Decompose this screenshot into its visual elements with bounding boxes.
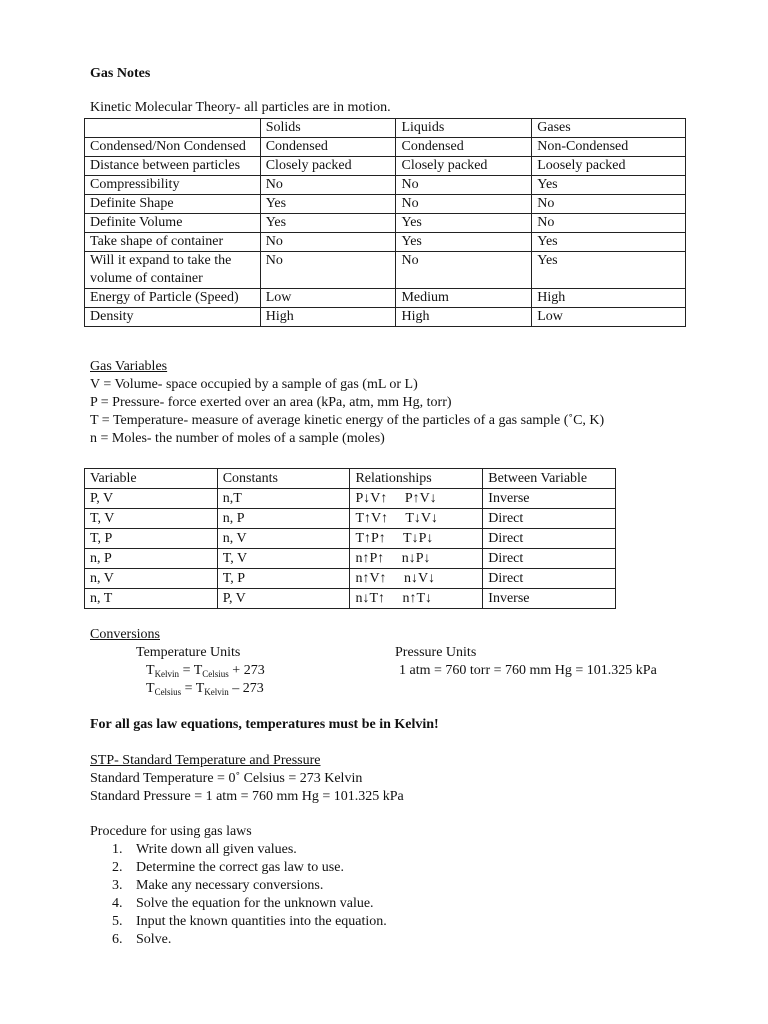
table-cell: Yes	[532, 252, 686, 289]
table-cell: Yes	[396, 233, 532, 252]
table-cell: Non-Condensed	[532, 138, 686, 157]
table-cell: Inverse	[483, 589, 616, 609]
table-cell: Take shape of container	[85, 233, 261, 252]
table-cell: Direct	[483, 549, 616, 569]
gas-variables-heading: Gas Variables	[90, 359, 168, 374]
table-row	[85, 509, 616, 529]
pressure-units-heading: Pressure Units	[395, 645, 477, 660]
gas-variable-line: V = Volume- space occupied by a sample of gas (mL or L)	[90, 377, 418, 392]
table-row	[85, 214, 686, 233]
celsius-equation: $T_{Celsius} = T_{Kelvin} - 273$	[146, 681, 264, 697]
table-cell: Closely packed	[260, 157, 396, 176]
list-item	[90, 931, 387, 949]
table-cell: Condensed/Non Condensed	[85, 138, 261, 157]
list-item	[90, 841, 387, 859]
table-cell: n, V	[217, 529, 350, 549]
list-text: Solve.	[136, 932, 172, 947]
equation-tail: + 273	[228, 663, 265, 678]
table-cell: Loosely packed	[532, 157, 686, 176]
table-cell: n,T	[217, 489, 350, 509]
table-header-cell: Constants	[217, 469, 350, 489]
table-row	[85, 308, 686, 327]
table-header-cell	[85, 119, 261, 138]
list-number: 3.	[112, 878, 123, 893]
table-header-row	[85, 469, 616, 489]
page-title: Gas Notes	[90, 66, 151, 81]
table-cell: Inverse	[483, 489, 616, 509]
list-item	[90, 913, 387, 931]
table-cell: Direct	[483, 529, 616, 549]
list-item	[90, 877, 387, 895]
table-row	[85, 138, 686, 157]
table-cell: Definite Shape	[85, 195, 261, 214]
kelvin-equation: $T_{Kelvin} = T_{Celsius} + 273$	[146, 663, 265, 679]
table-cell: n, P	[85, 549, 218, 569]
table-row	[85, 195, 686, 214]
table-cell: No	[396, 176, 532, 195]
stp-heading: STP- Standard Temperature and Pressure	[90, 753, 321, 768]
temperature-units-heading: Temperature Units	[136, 645, 241, 660]
table-cell: n↓T↑ n↑T↓	[350, 589, 483, 609]
table-row	[85, 157, 686, 176]
list-item	[90, 859, 387, 877]
equation-tail: – 273	[228, 681, 264, 696]
table-cell: Density	[85, 308, 261, 327]
table-cell: Yes	[260, 195, 396, 214]
stp-temperature: Standard Temperature = 0˚ Celsius = 273 Kelvin	[90, 771, 363, 786]
table-cell: Closely packed	[396, 157, 532, 176]
table-row	[85, 176, 686, 195]
list-number: 6.	[112, 932, 123, 947]
equation-symbol: T	[195, 681, 205, 696]
list-number: 5.	[112, 914, 123, 929]
table-cell: Low	[260, 289, 396, 308]
table-cell: No	[532, 214, 686, 233]
list-text: Make any necessary conversions.	[136, 878, 324, 893]
equation-symbol: T	[193, 663, 203, 678]
stp-pressure: Standard Pressure = 1 atm = 760 mm Hg = 101.325 kPa	[90, 789, 404, 804]
table-cell: Low	[532, 308, 686, 327]
table-cell: High	[532, 289, 686, 308]
pressure-conversion: 1 atm = 760 torr = 760 mm Hg = 101.325 kPa	[399, 663, 657, 678]
table-row	[85, 569, 616, 589]
kmt-table	[84, 118, 686, 327]
table-header-cell: Variable	[85, 469, 218, 489]
list-text: Solve the equation for the unknown value.	[136, 896, 374, 911]
table-header-cell: Between Variable	[483, 469, 616, 489]
table-cell: High	[260, 308, 396, 327]
equation-symbol: T	[146, 663, 155, 678]
equation-subscript: Celsius	[202, 669, 229, 679]
conversions-heading: Conversions	[90, 627, 160, 642]
table-cell: High	[396, 308, 532, 327]
equation-subscript: Kelvin	[204, 687, 229, 697]
gas-variable-line: P = Pressure- force exerted over an area (kPa, atm, mm Hg, torr)	[90, 395, 452, 410]
table-row	[85, 252, 686, 289]
gas-variable-line: n = Moles- the number of moles of a sample (moles)	[90, 431, 385, 446]
equation-subscript: Kelvin	[154, 669, 180, 679]
table-cell: n, T	[85, 589, 218, 609]
table-row	[85, 233, 686, 252]
table-cell: n, V	[85, 569, 218, 589]
kmt-heading: Kinetic Molecular Theory- all particles are in motion.	[90, 100, 391, 115]
table-cell: P, V	[85, 489, 218, 509]
procedure-list	[90, 841, 387, 949]
table-cell: T↑V↑ T↓V↓	[350, 509, 483, 529]
table-cell: Yes	[396, 214, 532, 233]
table-cell: No	[532, 195, 686, 214]
table-header-cell: Liquids	[396, 119, 532, 138]
table-header-cell: Solids	[260, 119, 396, 138]
kelvin-note: For all gas law equations, temperatures must be in Kelvin!	[90, 717, 439, 732]
relationships-table	[84, 468, 616, 609]
table-cell: Yes	[532, 176, 686, 195]
table-cell: Compressibility	[85, 176, 261, 195]
table-cell: n↑V↑ n↓V↓	[350, 569, 483, 589]
table-header-cell: Gases	[532, 119, 686, 138]
table-cell: Yes	[532, 233, 686, 252]
table-cell: Medium	[396, 289, 532, 308]
equation-symbol: T	[146, 681, 155, 696]
table-cell: Condensed	[396, 138, 532, 157]
table-cell: Direct	[483, 569, 616, 589]
table-cell: Condensed	[260, 138, 396, 157]
table-cell: P↓V↑ P↑V↓	[350, 489, 483, 509]
list-number: 2.	[112, 860, 123, 875]
procedure-heading: Procedure for using gas laws	[90, 824, 252, 839]
table-header-row	[85, 119, 686, 138]
table-cell: No	[260, 176, 396, 195]
table-cell: Will it expand to take the volume of container	[85, 252, 261, 289]
list-item	[90, 895, 387, 913]
table-cell: Yes	[260, 214, 396, 233]
table-cell: T, P	[217, 569, 350, 589]
table-cell: Definite Volume	[85, 214, 261, 233]
table-cell: Direct	[483, 509, 616, 529]
table-cell: n↑P↑ n↓P↓	[350, 549, 483, 569]
table-row	[85, 589, 616, 609]
table-row	[85, 289, 686, 308]
list-number: 4.	[112, 896, 123, 911]
list-number: 1.	[112, 842, 123, 857]
table-cell: No	[260, 233, 396, 252]
table-cell: Distance between particles	[85, 157, 261, 176]
table-cell: T↑P↑ T↓P↓	[350, 529, 483, 549]
gas-variable-line: T = Temperature- measure of average kinetic energy of the particles of a gas sample (˚C, K)	[90, 413, 605, 428]
list-text: Input the known quantities into the equation.	[136, 914, 387, 929]
table-cell: No	[396, 252, 532, 289]
table-cell: No	[396, 195, 532, 214]
list-text: Write down all given values.	[136, 842, 297, 857]
table-cell: n, P	[217, 509, 350, 529]
table-row	[85, 489, 616, 509]
table-header-cell: Relationships	[350, 469, 483, 489]
table-cell: No	[260, 252, 396, 289]
table-cell: T, V	[217, 549, 350, 569]
table-cell: P, V	[217, 589, 350, 609]
table-cell: T, P	[85, 529, 218, 549]
table-cell: T, V	[85, 509, 218, 529]
table-row	[85, 549, 616, 569]
list-text: Determine the correct gas law to use.	[136, 860, 344, 875]
table-row	[85, 529, 616, 549]
equation-subscript: Celsius	[154, 687, 182, 697]
table-cell: Energy of Particle (Speed)	[85, 289, 261, 308]
